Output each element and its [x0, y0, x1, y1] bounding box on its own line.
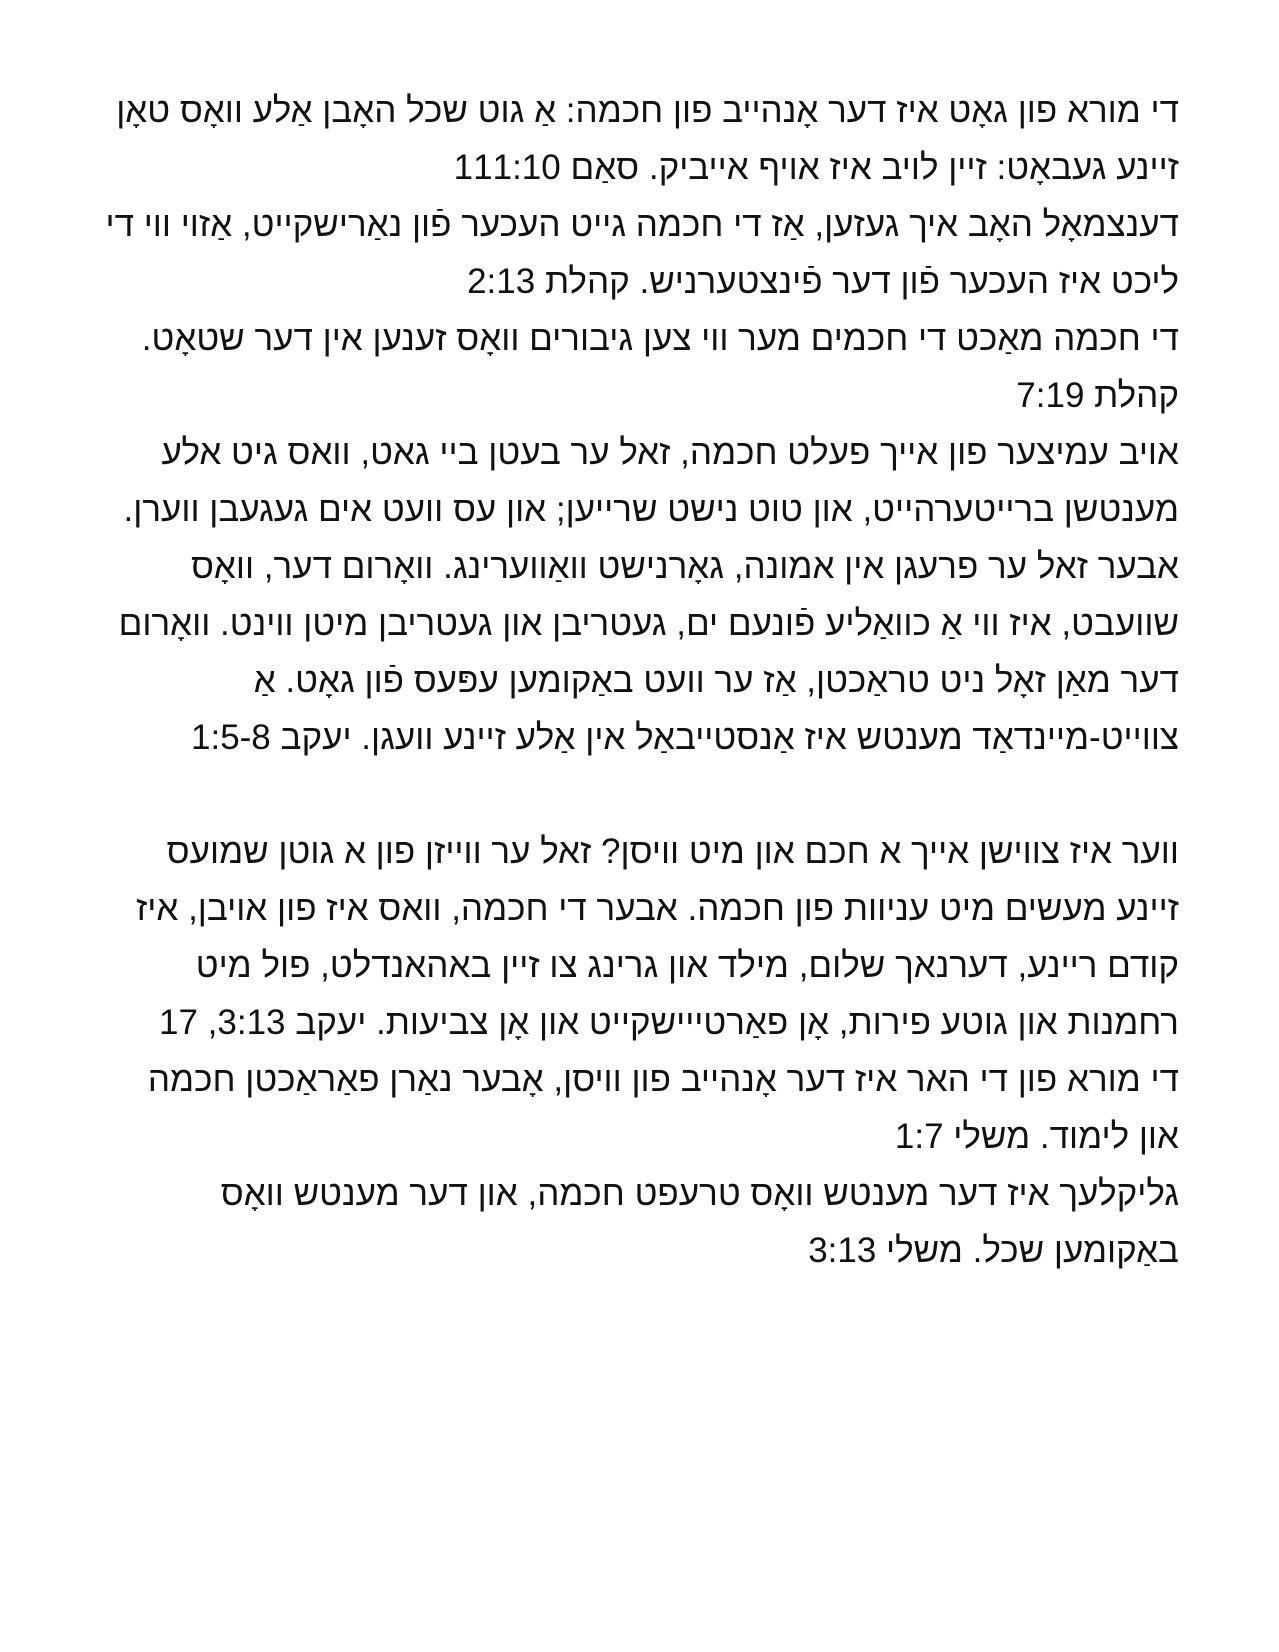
section-spacer: [99, 766, 1179, 823]
verse-paragraph: די מורא פון די האר איז דער אָנהייב פון וויסן, אָבער נאַרן פאַראַכטן חכמה און לימוד. משלי 1:7: [147, 1060, 1179, 1156]
verse-paragraph: גליקלעך איז דער מענטש וואָס טרעפט חכמה, און דער מענטש וואָס באַקומען שכל. משלי 3:13: [220, 1174, 1179, 1270]
verse-paragraph: דענצמאָל האָב איך געזען, אַז די חכמה גייט העכער פֿון נאַרישקייט, אַזוי ווי די ליכט איז העכער פֿון דער פֿינצטערניש. קהלת 2:13: [105, 205, 1179, 301]
verse-paragraph: אויב עמיצער פון אייך פעלט חכמה, זאל ער בעטן ביי גאט, וואס גיט אלע מענטשן ברייטערהייט, און טוט נישט שרייען; און עס וועט אים געגעבן ווערן. אבער זאל ער פרעגן אין אמונה, גאָרנישט וואַווערינג. וואָרום דער, וואָס שוועבט, איז ווי אַ כוואַליע פֿונעם ים, געטריבן און געטריבן מיטן ווינט. וואָרום דער מאַן זאָל ניט טראַכטן, אַז ער וועט באַקומען עפּעס פֿון גאָט. אַ צווייט-מיינדאַד מענטש איז אַנסטייבאַל אין אַלע זיינע וועגן. יעקב 1:5-8: [118, 433, 1179, 757]
document-text: [99, 82, 1179, 1279]
verse-paragraph: די חכמה מאַכט די חכמים מער ווי צען גיבורים וואָס זענען אין דער שטאָט. קהלת 7:19: [141, 319, 1179, 415]
verse-paragraph: די מורא פון גאָט איז דער אָנהייב פון חכמה: אַ גוט שכל האָבן אַלע וואָס טאָן זיינע געבאָט: זיין לויב איז אויף אייביק. סאַם 111:10: [116, 91, 1179, 187]
verse-paragraph: ווער איז צווישן אייך א חכם און מיט וויסן? זאל ער ווייזן פון א גוטן שמועס זיינע מעשים מיט עניוות פון חכמה. אבער די חכמה, וואס איז פון אויבן, איז קודם ריינע, דערנאך שלום, מילד און גרינג צו זיין באהאנדלט, פול מיט רחמנות און גוטע פירות, אָן פאַרטייישקייט און אָן צביעות. יעקב 3:13, 17: [135, 832, 1179, 1042]
